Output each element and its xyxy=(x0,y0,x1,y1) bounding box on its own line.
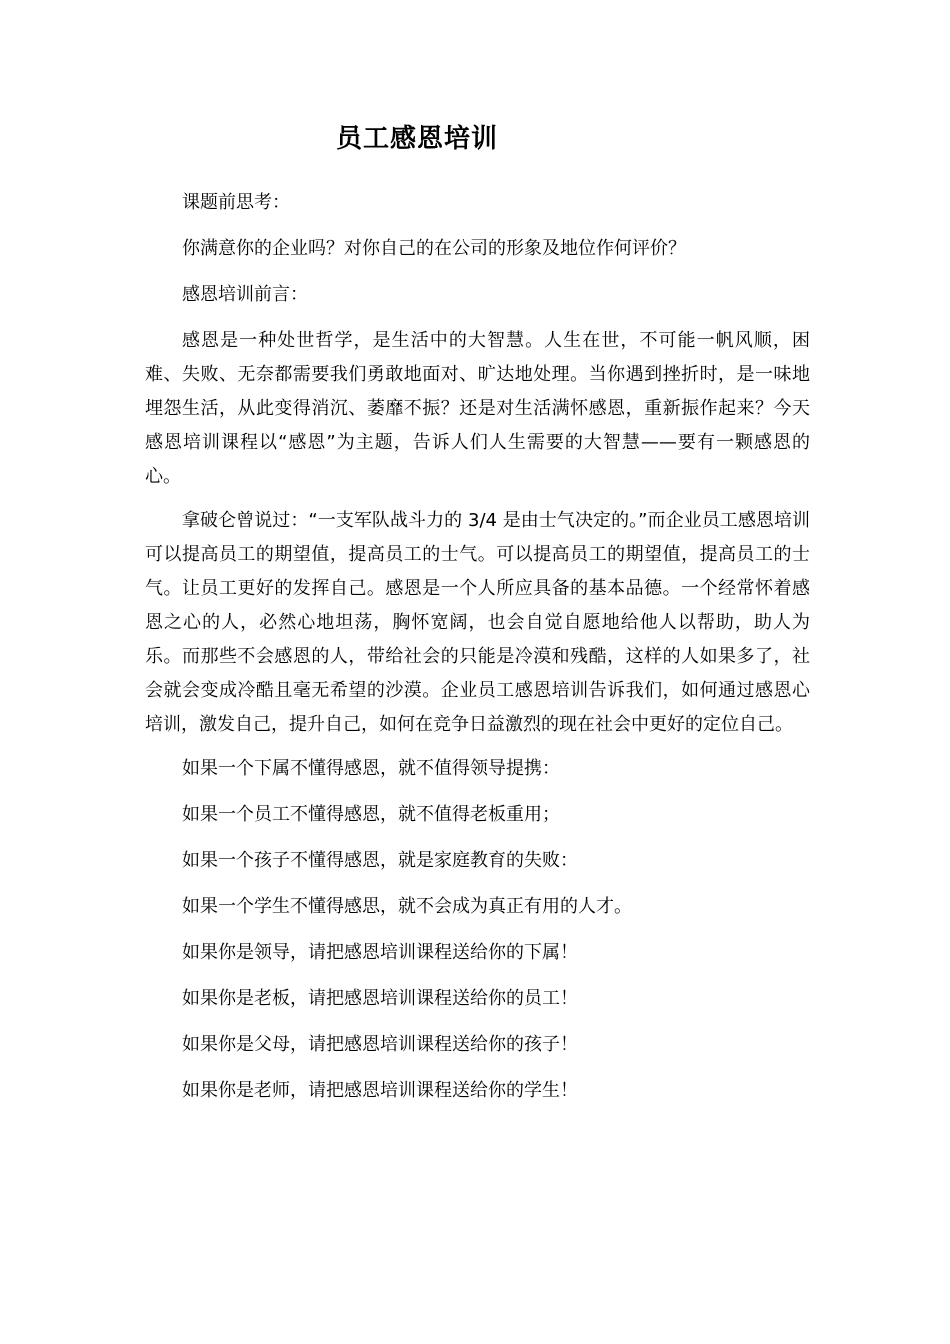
paragraph-preface-heading: 感恩培训前言： xyxy=(182,284,308,305)
paragraph-gratitude-philosophy: 感恩是一种处世哲学，是生活中的大智慧。人生在世，不可能一帆风顺，困难、失败、无奈都需要我们勇敢地面对、旷达地处理。当你遇到挫折时，是一味地埋怨生活，从此变得消沉、萎靡不振？还是对生活满怀感恩，重新振作起来？今天感恩培训课程以“感恩”为主题，告诉人们人生需要的大智慧——要有一颗感恩的心。 xyxy=(145,330,810,487)
document-title: 员工感恩培训 xyxy=(335,124,498,154)
paragraph-if-teacher: 如果你是老师，请把感恩培训课程送给你的学生！ xyxy=(182,1080,578,1101)
paragraph-napoleon-quote: 拿破仑曾说过：“一支军队战斗力的 3/4 是由士气决定的。”而企业员工感恩培训可以提高员工的期望值，提高员工的士气。可以提高员工的期望值，提高员工的士气。让员工更好的发挥自己。感恩是一个人所应具备的基本品德。一个经常怀着感恩之心的人，必然心地坦荡，胸怀宽阔，也会自觉自愿地给他人以帮助，助人为乐。而那些不会感恩的人，带给社会的只能是冷漠和残酷，这样的人如果多了，社会就会变成冷酷且毫无希望的沙漠。企业员工感恩培训告诉我们，如何通过感恩心培训，激发自己，提升自己，如何在竞争日益激烈的现在社会中更好的定位自己。 xyxy=(145,510,810,735)
paragraph-pre-thinking: 课题前思考： xyxy=(182,192,290,213)
document-body xyxy=(145,186,810,1120)
paragraph-question: 你满意你的企业吗？对你自己的在公司的形象及地位作何评价？ xyxy=(182,238,686,259)
paragraph-subordinate: 如果一个下属不懂得感恩，就不值得领导提携： xyxy=(182,758,560,779)
paragraph-if-boss: 如果你是老板，请把感恩培训课程送给你的员工！ xyxy=(182,988,578,1009)
paragraph-student: 如果一个学生不懂得感思，就不会成为真正有用的人才。 xyxy=(182,896,632,917)
paragraph-if-leader: 如果你是领导，请把感恩培训课程送给你的下属！ xyxy=(182,942,578,963)
paragraph-child: 如果一个孩子不懂得感恩，就是家庭教育的失败： xyxy=(182,850,578,871)
paragraph-employee: 如果一个员工不懂得感恩，就不值得老板重用； xyxy=(182,804,560,825)
paragraph-if-parent: 如果你是父母，请把感恩培训课程送给你的孩子！ xyxy=(182,1034,578,1055)
